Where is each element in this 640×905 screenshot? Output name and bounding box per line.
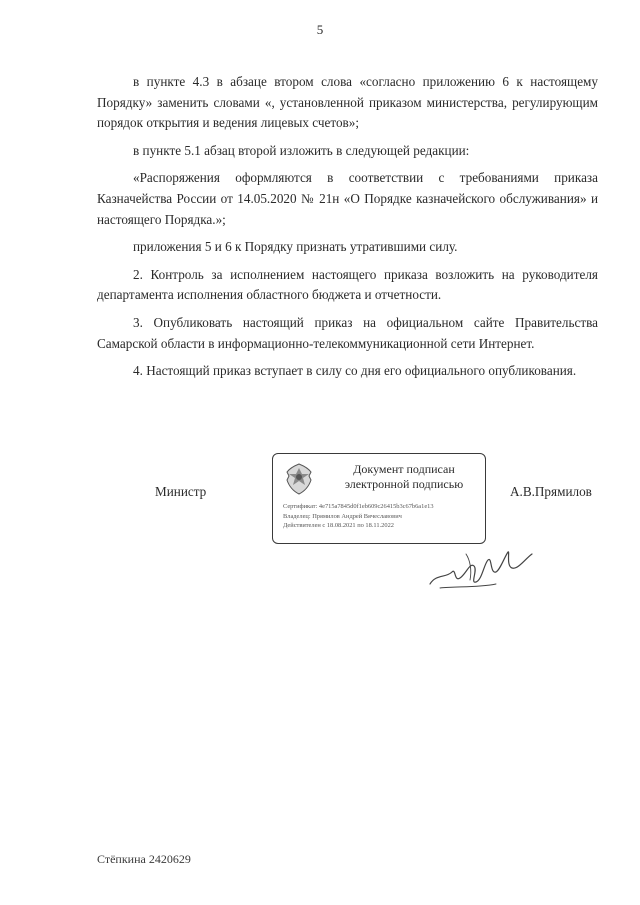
- stamp-details: [283, 502, 483, 531]
- handwritten-signature: [426, 544, 536, 594]
- coat-of-arms-icon: [283, 462, 315, 496]
- document-footer-code: Стёпкина 2420629: [97, 852, 191, 866]
- certificate-owner: Владелец: Прямилов Андрей Вячеславович: [283, 512, 402, 520]
- stamp-title-line2: электронной подписью: [344, 477, 464, 491]
- paragraph-control: 2. Контроль за исполнением настоящего приказа возложить на руководителя департамента исполнения областного бюджета и отчетности.: [97, 266, 598, 303]
- paragraph-publish: 3. Опубликовать настоящий приказ на официальном сайте Правительства Самарской области в информационно-телекоммуникационной сети Интернет.: [97, 314, 598, 351]
- page-number: 5: [316, 22, 324, 37]
- signer-name: А.В.Прямилов: [510, 484, 592, 499]
- signature-block: [0, 447, 640, 597]
- position-label: Министр: [155, 484, 207, 499]
- paragraph-effective: 4. Настоящий приказ вступает в силу со дня его официального опубликования.: [133, 363, 577, 379]
- document-body: [97, 72, 598, 389]
- certificate-validity: Действителен с 18.08.2021 по 18.11.2022: [283, 522, 394, 529]
- paragraph-appendices: приложения 5 и 6 к Порядку признать утратившими силу.: [133, 239, 458, 255]
- paragraph-quoted-text: «Распоряжения оформляются в соответствии с требованиями приказа Казначейства России от 14.05.2020 № 21н «О Порядке казначейского обслуживания» и настоящего Порядка.»;: [97, 170, 598, 227]
- certificate-number: Сертификат: 4e715a7845d0f1eb609c26415b3c67b6a1e13: [283, 503, 434, 510]
- stamp-title: [325, 462, 483, 492]
- paragraph-amend-5-1: в пункте 5.1 абзац второй изложить в следующей редакции:: [133, 142, 470, 158]
- electronic-signature-stamp: [272, 453, 486, 544]
- paragraph-amend-4-3: в пункте 4.3 в абзаце втором слова «согласно приложению 6 к настоящему Порядку» заменить словами «, установленной приказом министерства, регулирующим порядок открытия и ведения лицевых счетов»;: [97, 74, 598, 131]
- stamp-title-line1: Документ подписан: [353, 462, 455, 476]
